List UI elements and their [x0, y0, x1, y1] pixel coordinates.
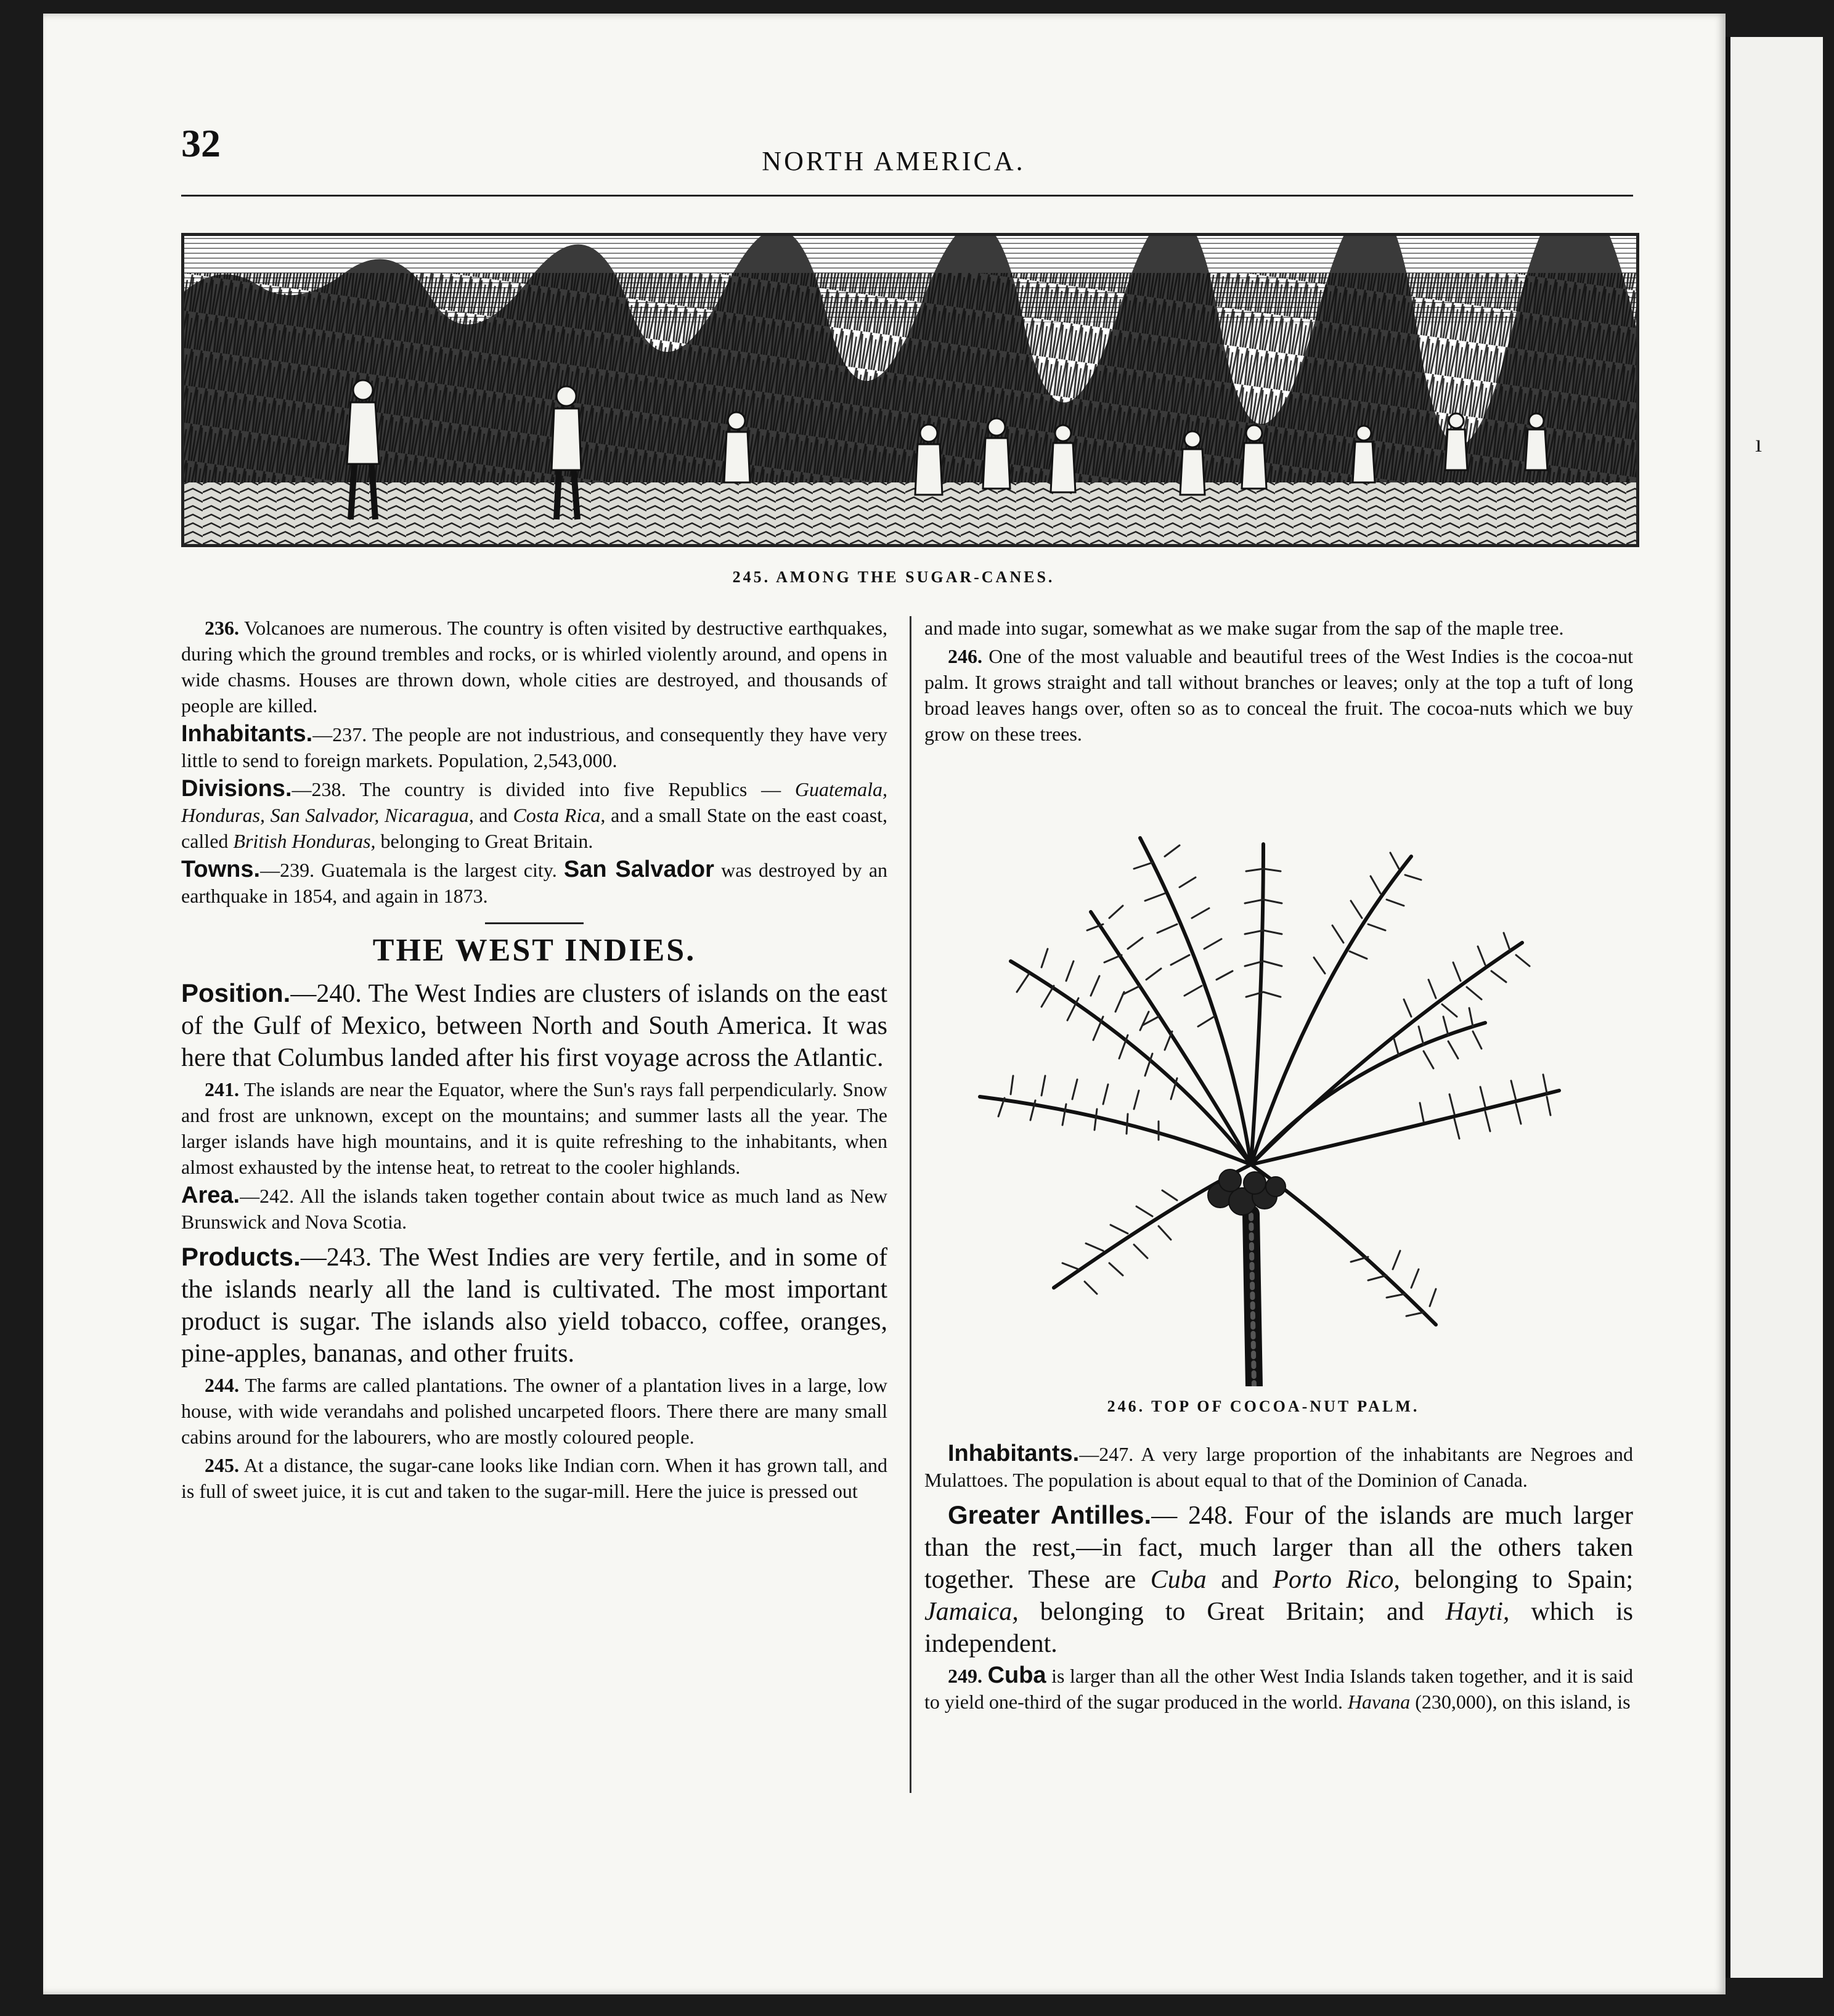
- paragraph-240: [181, 977, 887, 1074]
- side-heading: Inhabitants.: [948, 1441, 1080, 1466]
- paragraph-text: The islands are near the Equator, where the Sun's rays fall perpendicularly. Snow and frost are unknown, except on the mountains; and summer lasts all the year. The larger islands have high mountains, and it is quite refreshing to the inhabitants, when almost exhausted by the intense heat, to retreat to the cooler highlands.: [181, 1078, 888, 1178]
- section-title: THE WEST INDIES.: [372, 933, 696, 968]
- paragraph-number: 244.: [205, 1374, 239, 1396]
- paragraph-number: 245.: [205, 1454, 239, 1476]
- palm-engraving: [943, 819, 1596, 1386]
- side-heading: Inhabitants.: [181, 721, 313, 747]
- paragraph-text: Volcanoes are numerous. The country is often visited by destructive earthquakes, during which the ground trembles and rocks, or is whirled violently around, and opens in wide chasms. Houses are thrown down, whole cities are destroyed, and thousands of people are killed.: [181, 617, 888, 717]
- island-name: Porto Rico,: [1273, 1566, 1400, 1594]
- paragraph-244: [181, 1372, 887, 1450]
- paragraph-text: is larger than all the other West India Islands taken together, and it is said to yield one-third of the sugar produced in the world.: [924, 1665, 1634, 1713]
- section-rule: [485, 922, 584, 924]
- paragraph-245: [181, 1452, 887, 1504]
- republic-names: Guatemala, Honduras, San Salvador, Nicaragua,: [181, 778, 888, 826]
- island-name: Jamaica,: [924, 1598, 1019, 1626]
- paragraph-text: belonging to Great Britain.: [380, 830, 593, 852]
- paragraph-text: A very large proportion of the inhabitants are Negroes and Mulattoes. The population is about equal to that of the Dominion of Canada.: [924, 1443, 1634, 1491]
- paragraph-text: which is independent.: [924, 1598, 1634, 1658]
- edge-mark: ı: [1755, 429, 1763, 457]
- paragraph-245-continued: [924, 615, 1633, 641]
- paragraph-number: — 248.: [1151, 1502, 1234, 1530]
- paragraph-text: belonging to Spain;: [1414, 1566, 1634, 1594]
- island-heading: Cuba: [987, 1662, 1046, 1688]
- paragraph-text: One of the most valuable and beautiful trees of the West Indies is the cocoa-nut palm. It grows straight and tall without branches or leaves; only at the top a tuft of long broad leaves hangs over, often so as to conceal the fruit. The cocoa-nuts which we buy grow on these trees.: [924, 645, 1633, 745]
- column-divider: [910, 616, 911, 1793]
- paragraph-text: Guatemala is the largest city.: [321, 859, 557, 881]
- paragraph-text: The country is divided into five Republics —: [359, 778, 781, 800]
- paragraph-237: [181, 721, 887, 773]
- town-name: San Salvador: [563, 856, 714, 882]
- paragraph-236: [181, 615, 887, 718]
- paragraph-text: and a small State on the east coast, called: [181, 804, 888, 852]
- paragraph-number: 246.: [948, 645, 982, 667]
- paragraph-249: [924, 1662, 1633, 1715]
- right-column-lower: [924, 1441, 1633, 1717]
- paragraph-text: At a distance, the sugar-cane looks like Indian corn. When it has grown tall, and is full of sweet juice, it is cut and taken to the sugar-mill. Here the juice is pressed out: [181, 1454, 888, 1502]
- republic-name: Costa Rica,: [513, 804, 606, 826]
- paragraph-number: 241.: [205, 1078, 239, 1100]
- paragraph-239: [181, 856, 887, 909]
- city-name: Havana: [1347, 1691, 1411, 1713]
- paragraph-text: and: [479, 804, 508, 826]
- paragraph-248: [924, 1499, 1633, 1660]
- paragraph-242: [181, 1182, 887, 1235]
- paragraph-246: [924, 643, 1633, 747]
- paragraph-text: The West Indies are very fertile, and in some of the islands nearly all the land is cultivated. The most important product is sugar. The islands also yield tobacco, coffee, oranges, pine-apples, bananas, and other fruits.: [181, 1243, 887, 1368]
- state-name: British Honduras,: [233, 830, 376, 852]
- paragraph-number: —239.: [260, 859, 315, 881]
- paragraph-text: and: [1221, 1566, 1258, 1594]
- side-heading: Products.: [181, 1242, 301, 1271]
- paragraph-number: —240.: [290, 980, 362, 1008]
- left-column: [181, 615, 887, 1506]
- paragraph-238: [181, 776, 887, 854]
- paragraph-number: —242.: [240, 1185, 295, 1207]
- paragraph-text: The people are not industrious, and consequently they have very little to send to foreign markets. Population, 2,543,000.: [181, 723, 888, 771]
- sugar-canes-illustration: [181, 233, 1639, 547]
- figure-caption-245: 245. AMONG THE SUGAR-CANES.: [732, 568, 1055, 586]
- paragraph-text: The West Indies are clusters of islands on the east of the Gulf of Mexico, between North and South America. It was here that Columbus landed after his first voyage across the Atlantic.: [181, 980, 887, 1072]
- running-head: NORTH AMERICA.: [762, 146, 1025, 176]
- paragraph-number: —247.: [1079, 1443, 1134, 1465]
- side-heading: Position.: [181, 978, 291, 1007]
- paragraph-243: [181, 1241, 887, 1370]
- paragraph-number: —238.: [291, 778, 346, 800]
- paragraph-text: (230,000), on this island, is: [1415, 1691, 1631, 1713]
- sugar-canes-engraving: [184, 236, 1636, 544]
- paragraph-number: —237.: [312, 723, 367, 746]
- paragraph-number: 249.: [948, 1665, 982, 1687]
- paragraph-text: was destroyed by an earthquake in 1854, and again in 1873.: [181, 859, 888, 907]
- right-column: [924, 615, 1633, 749]
- side-heading: Towns.: [181, 856, 261, 882]
- paragraph-number: 236.: [205, 617, 239, 639]
- paragraph-number: —243.: [300, 1243, 372, 1272]
- cocoa-nut-palm-illustration: [943, 819, 1596, 1386]
- paragraph-text: The farms are called plantations. The owner of a plantation lives in a large, low house, with wide verandahs and polished uncarpeted floors. There there are many small cabins around for the labourers, who are mostly coloured people.: [181, 1374, 888, 1448]
- paragraph-text: All the islands taken together contain about twice as much land as New Brunswick and Nova Scotia.: [181, 1185, 888, 1233]
- figure-caption-246: 246. TOP OF COCOA-NUT PALM.: [1107, 1397, 1420, 1415]
- header-rule: [181, 195, 1633, 197]
- side-heading: Area.: [181, 1182, 240, 1208]
- paragraph-241: [181, 1076, 887, 1180]
- side-heading: Greater Antilles.: [948, 1500, 1152, 1529]
- side-heading: Divisions.: [181, 776, 292, 802]
- paragraph-text: belonging to Great Britain; and: [1040, 1598, 1424, 1626]
- paragraph-247: [924, 1441, 1633, 1493]
- page-number: 32: [181, 121, 221, 165]
- island-name: Hayti,: [1445, 1598, 1510, 1626]
- paragraph-text: and made into sugar, somewhat as we make sugar from the sap of the maple tree.: [924, 617, 1564, 639]
- paragraph-text: Four of the islands are much larger than the rest,—in fact, much larger than all the others taken together. These are: [924, 1502, 1633, 1594]
- adjacent-page-edge: [1726, 37, 1823, 1978]
- island-name: Cuba: [1150, 1566, 1207, 1594]
